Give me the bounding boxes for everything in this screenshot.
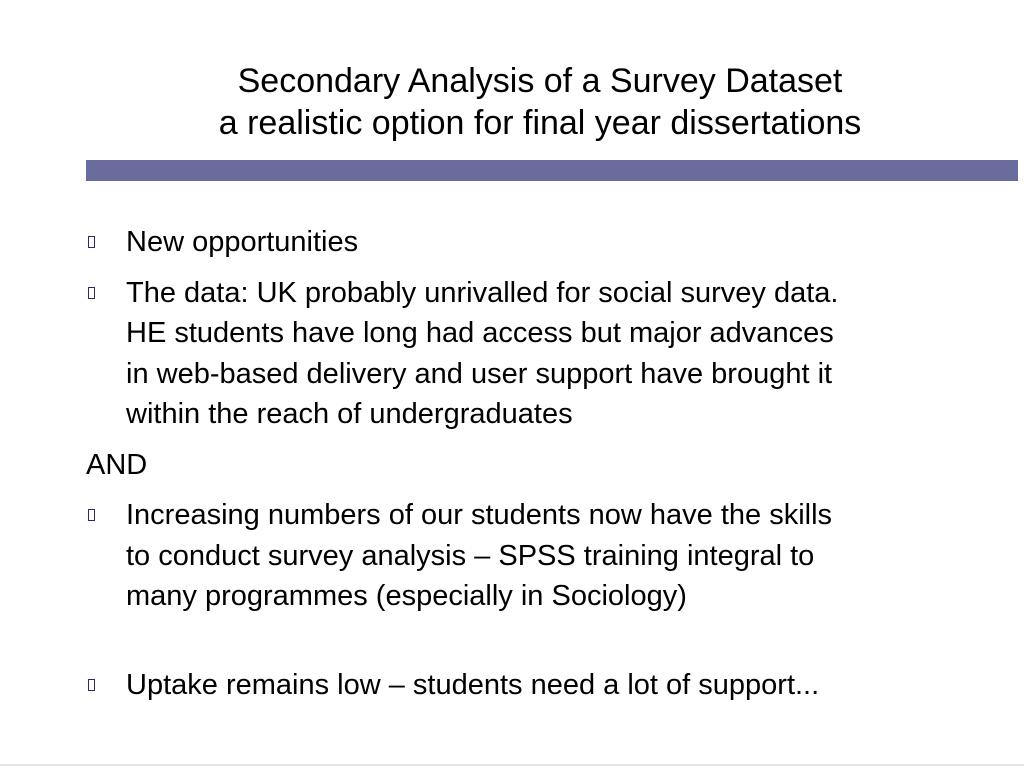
slide-body [86,222,986,715]
bullet-item [86,222,986,263]
bullet-text: The data: UK probably unrivalled for social survey data. HE students have long had access but major advances in web-based delivery and user support have brought it within the reach of undergraduates [126,276,839,430]
bullet-item [86,273,986,435]
title-line-2: a realistic option for final year dissertations [218,104,862,142]
slide-title [90,60,990,144]
bullet-text: New opportunities [126,226,359,258]
bullet-text: Uptake remains low – students need a lot of support... [126,668,820,701]
square-bullet-icon [86,665,126,705]
bullet-text: Increasing numbers of our students now have the skills to conduct survey analysis – SPSS training integral to many programmes (especially in Sociology) [126,499,833,612]
title-underline-bar [86,160,1018,181]
title-line-1: Secondary Analysis of a Survey Dataset [237,62,843,100]
bullet-item [86,665,986,706]
connector-text: AND [86,448,148,481]
bullet-item [86,495,986,617]
square-bullet-icon [86,495,126,535]
square-bullet-icon [86,222,126,262]
spacer [86,627,986,665]
slide-bottom-divider [0,764,1024,766]
square-bullet-icon [86,273,126,313]
